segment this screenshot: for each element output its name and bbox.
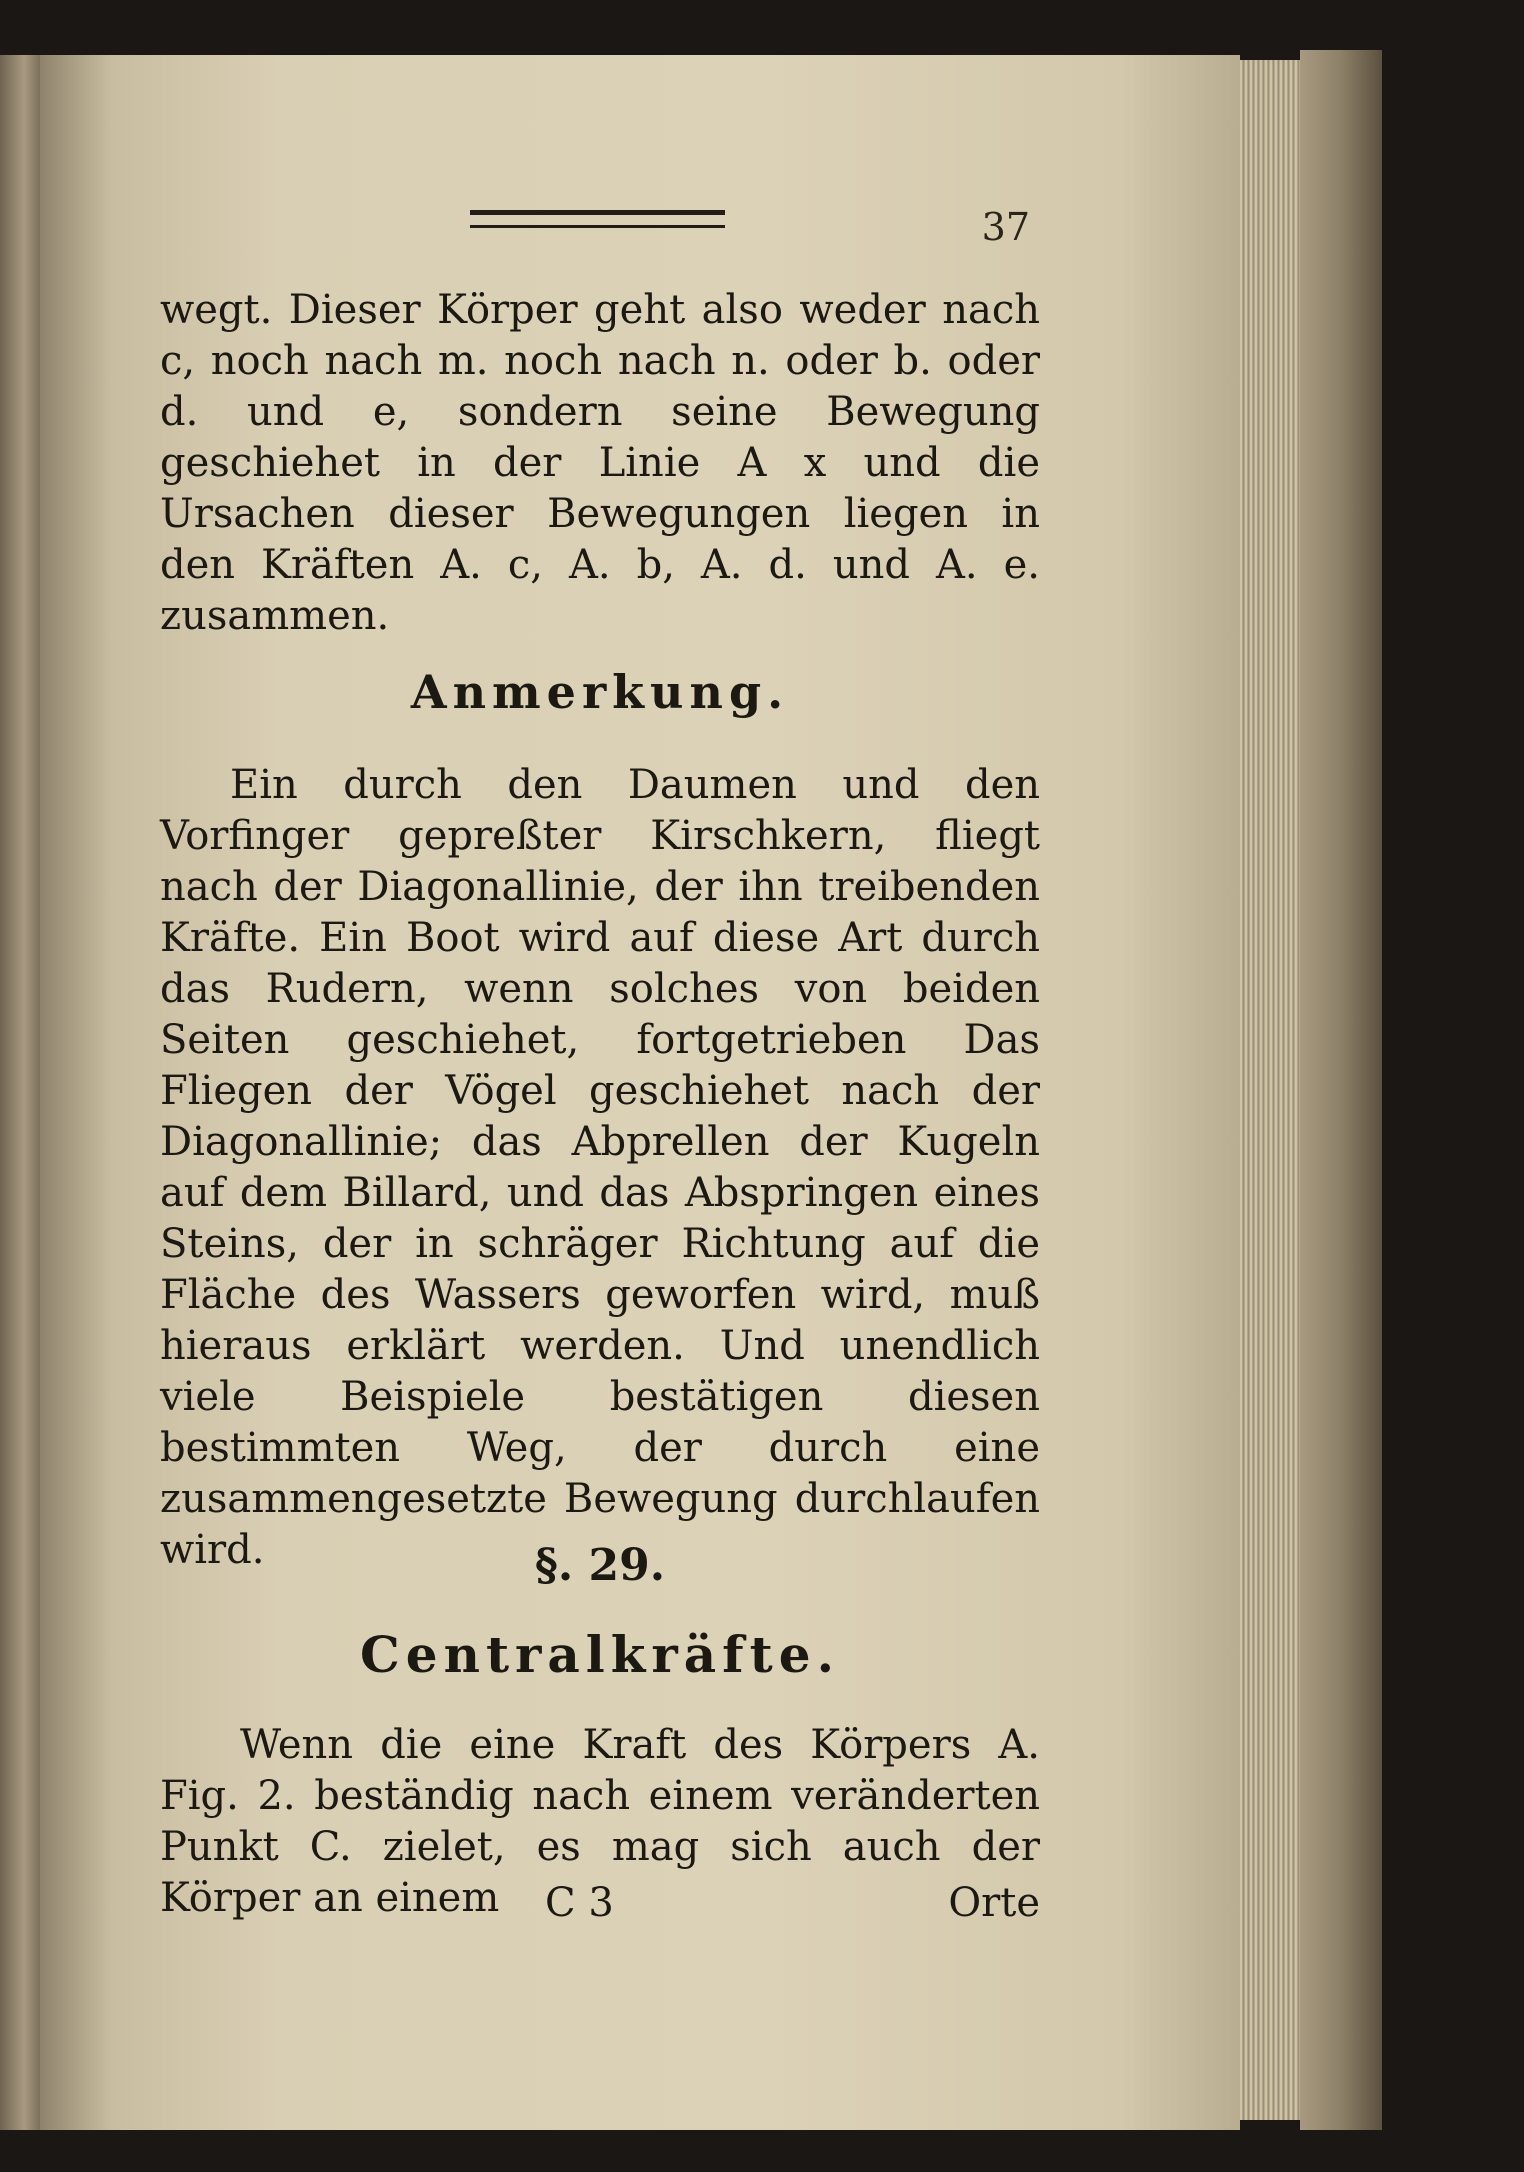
heading-anmerkung: Anmerkung. <box>410 665 790 719</box>
catchword: Orte <box>948 1880 1040 1926</box>
signature-mark: C 3 <box>545 1880 614 1926</box>
section-title: Centralkräfte. <box>360 1625 840 1684</box>
section-number: §. 29. <box>534 1540 666 1591</box>
page-number: 37 <box>981 205 1030 249</box>
paragraph-1: wegt. Dieser Körper geht also weder nach c, noch nach m. noch nach n. oder b. oder d. und e, sondern seine Bewegung geschiehet in der Linie A x und die Ursachen dieser Bewegungen liegen in den Kräften A. c, A. b, A. d. und A. e. zusammen. <box>160 287 1040 639</box>
header-rule <box>470 210 725 228</box>
paragraph-2: Ein durch den Daumen und den Vorfinger gepreßter Kirschkern, fliegt nach der Diagonallinie, der ihn treibenden Kräfte. Ein Boot wird auf diese Art durch das Rudern, wenn solches von beiden Seiten geschiehet, fortgetrieben Das Fliegen der Vögel geschiehet nach der Diagonallinie; das Abprellen der Kugeln auf dem Billard, und das Abspringen eines Steins, der in schräger Richtung auf die Fläche des Wassers geworfen wird, muß hieraus erklärt werden. Und unendlich viele Beispiele bestätigen diesen bestimmten Weg, der durch eine zusammengesetzte Bewegung durchlaufen wird. <box>160 762 1040 1573</box>
page-stack-edge <box>1240 60 1300 2120</box>
book-cover-edge <box>1300 50 1382 2130</box>
left-page-edge <box>0 55 40 2130</box>
paragraph-3: Wenn die eine Kraft des Körpers A. Fig. 2. beständig nach einem veränderten Punkt C. zielet, es mag sich auch der Körper an einem <box>160 1722 1040 1921</box>
